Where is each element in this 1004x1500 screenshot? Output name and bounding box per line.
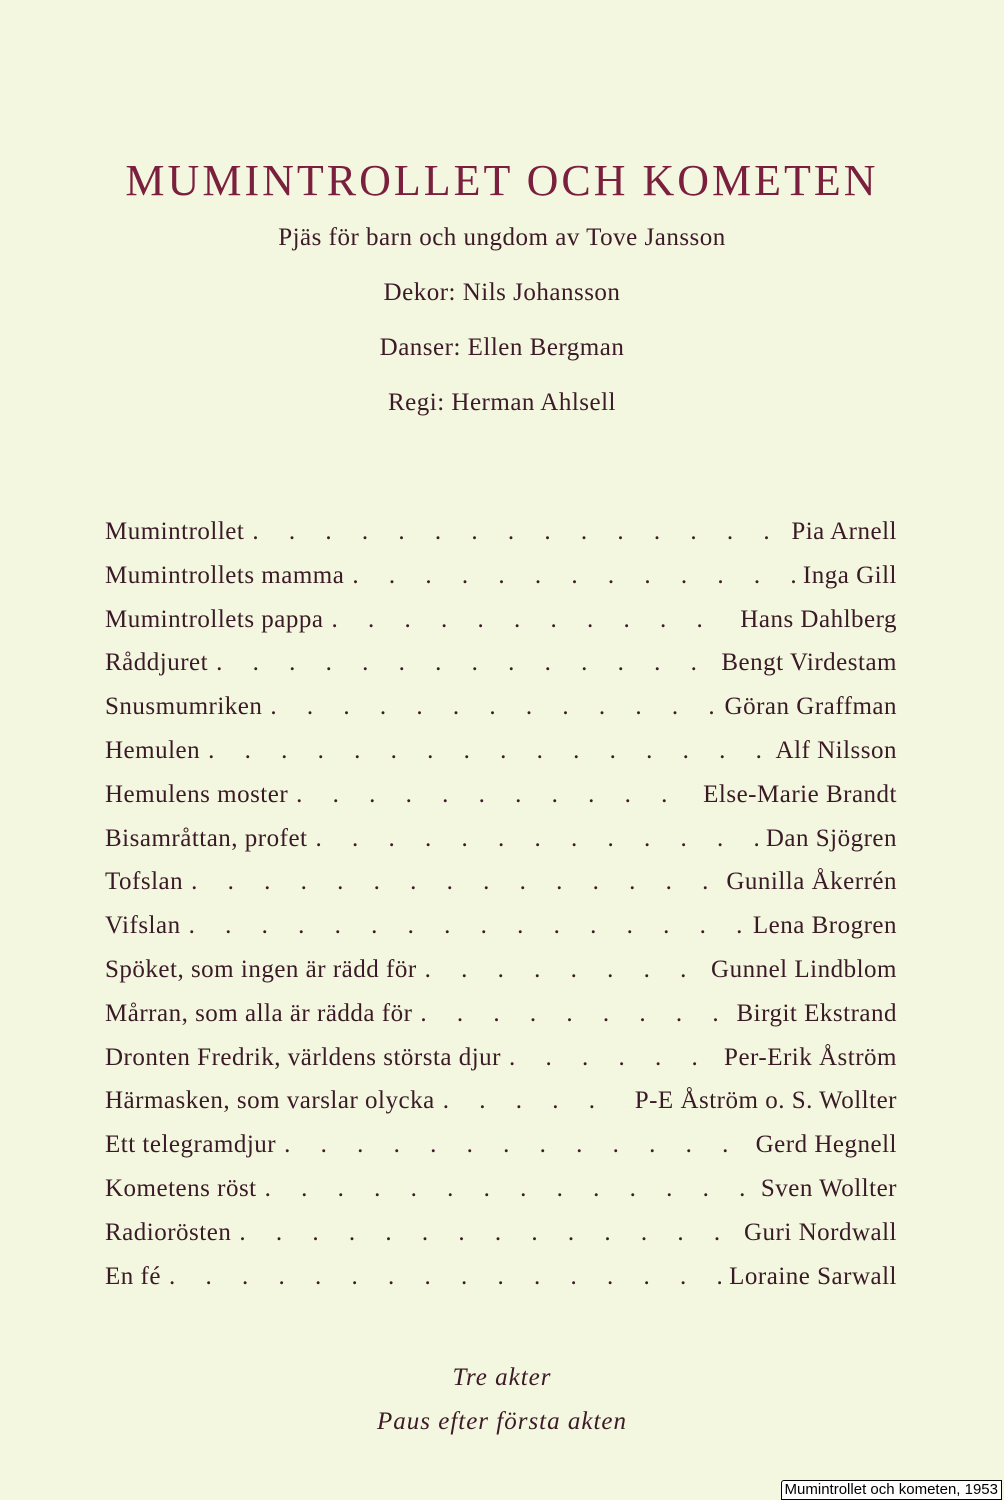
actor-name: P-E Åström o. S. Wollter <box>634 1087 897 1115</box>
actor-name: Inga Gill <box>802 561 897 589</box>
credit-decor: Dekor: Nils Johansson <box>383 279 621 306</box>
cast-row <box>105 956 897 1000</box>
dot-leader <box>208 737 767 765</box>
dot-leader <box>425 956 703 984</box>
role-name: Dronten Fredrik, världens största djur <box>105 1043 502 1071</box>
actor-name: Bengt Virdestam <box>721 649 897 677</box>
role-name: Spöket, som ingen är rädd för <box>105 955 417 983</box>
actor-name: Hans Dahlberg <box>740 605 897 633</box>
actor-name: Per-Erik Åström <box>724 1043 897 1071</box>
role-name: Mårran, som alla är rädda för <box>105 999 413 1027</box>
cast-row <box>105 868 897 912</box>
role-name: Kometens röst <box>105 1174 257 1202</box>
cast-row <box>105 1000 897 1044</box>
actor-name: Sven Wollter <box>760 1174 897 1202</box>
dot-leader <box>265 1175 753 1203</box>
dot-leader <box>352 562 795 590</box>
credit-dances: Danser: Ellen Bergman <box>379 334 625 361</box>
role-name: Mumintrollets mamma <box>105 561 345 589</box>
actor-name: Loraine Sarwall <box>729 1262 897 1290</box>
role-name: Tofslan <box>105 868 184 896</box>
dot-leader <box>296 781 695 809</box>
role-name: Hemulens moster <box>105 780 289 808</box>
role-name: Ett telegramdjur <box>105 1131 277 1159</box>
actor-name: Else-Marie Brandt <box>703 780 897 808</box>
dot-leader <box>189 912 745 940</box>
dot-leader <box>169 1263 721 1291</box>
cast-row <box>105 693 897 737</box>
role-name: Mumintrollet <box>105 518 245 545</box>
dot-leader <box>191 868 718 896</box>
role-name: Härmasken, som varslar olycka <box>105 1087 435 1115</box>
role-name: Radiorösten <box>105 1218 232 1246</box>
intermission-note: Paus efter första akten <box>376 1408 628 1435</box>
credit-director: Regi: Herman Ahlsell <box>387 389 617 416</box>
cast-row <box>105 1219 897 1263</box>
cast-row <box>105 649 897 693</box>
cast-row <box>105 1175 897 1219</box>
acts-note: Tre akter <box>452 1364 552 1391</box>
role-name: En fé <box>105 1262 161 1290</box>
role-name: Råddjuret <box>105 649 209 677</box>
dot-leader <box>270 693 716 721</box>
role-name: Vifslan <box>105 912 181 940</box>
cast-row <box>105 781 897 825</box>
cast-row <box>105 1087 897 1131</box>
role-name: Mumintrollets pappa <box>105 605 324 633</box>
subtitle: Pjäs för barn och ungdom av Tove Jansson <box>278 224 726 251</box>
role-name: Snusmumriken <box>105 693 263 721</box>
dot-leader <box>332 606 733 634</box>
cast-row <box>105 737 897 781</box>
cast-row <box>105 606 897 650</box>
cast-row <box>105 562 897 606</box>
actor-name: Gerd Hegnell <box>755 1131 897 1159</box>
dot-leader <box>509 1044 716 1072</box>
page-title: MUMINTROLLET OCH KOMETEN <box>125 156 879 205</box>
dot-leader <box>239 1219 736 1247</box>
dot-leader <box>443 1087 627 1115</box>
actor-name: Gunnel Lindblom <box>711 955 897 983</box>
actor-name: Pia Arnell <box>791 518 897 545</box>
actor-name: Birgit Ekstrand <box>736 999 897 1027</box>
actor-name: Lena Brogren <box>752 912 897 940</box>
cast-row <box>105 1131 897 1175</box>
cast-list <box>105 518 897 1306</box>
cast-row <box>105 1263 897 1307</box>
dot-leader <box>252 518 783 546</box>
actor-name: Gunilla Åkerrén <box>726 868 897 896</box>
cast-row <box>105 1044 897 1088</box>
dot-leader <box>420 1000 728 1028</box>
image-caption: Mumintrollet och kometen, 1953 <box>781 1480 1002 1500</box>
dot-leader <box>284 1131 747 1159</box>
cast-row <box>105 825 897 869</box>
role-name: Hemulen <box>105 736 201 764</box>
actor-name: Guri Nordwall <box>744 1218 897 1246</box>
actor-name: Göran Graffman <box>724 693 897 721</box>
actor-name: Dan Sjögren <box>765 824 897 852</box>
actor-name: Alf Nilsson <box>775 736 897 764</box>
cast-row <box>105 912 897 956</box>
cast-row <box>105 518 897 562</box>
dot-leader <box>216 649 713 677</box>
role-name: Bisamråttan, profet <box>105 824 308 852</box>
dot-leader <box>316 825 758 853</box>
